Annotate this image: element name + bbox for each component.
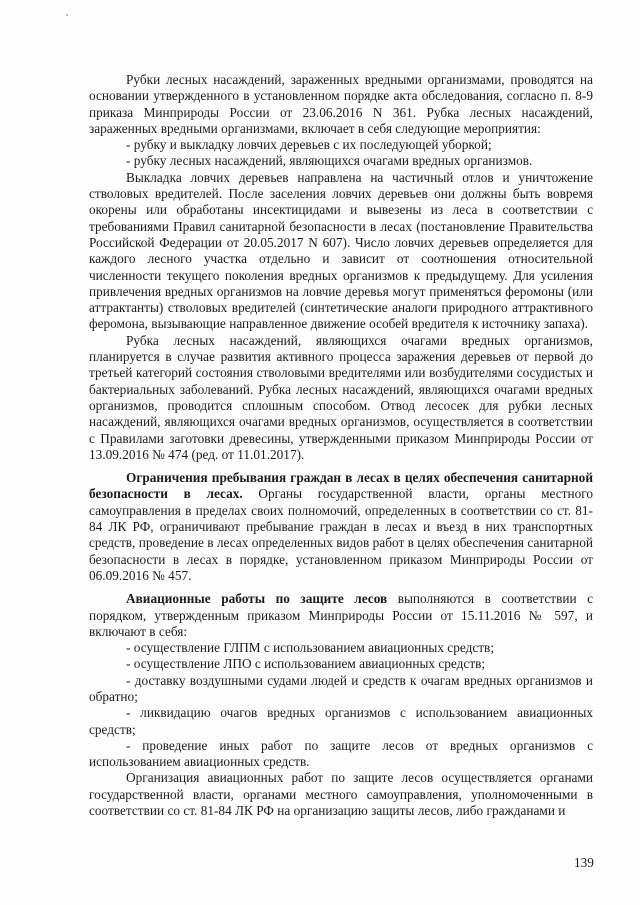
paragraph: Организация авиационных работ по защите лесов осуществляется органами государственной власти, органами местного самоуправления, уполномоченными в соответствии со ст. 81-84 ЛК РФ на организацию защиты лесов, либо гражданами и <box>89 770 593 819</box>
page-number: 139 <box>574 855 594 870</box>
list-item: - осуществление ГЛПМ с использованием авиационных средств; <box>126 640 495 656</box>
paragraph: Рубки лесных насаждений, зараженных вредными организмами, проводятся на основании утвержденного в установленном порядке акта обследования, согласно п. 8-9 приказа Минприроды России от 23.06.2016 N 361. Рубка лесных насаждений, зараженных вредными организмами, включает в себя следующие мероприятия: <box>89 72 593 136</box>
paragraph-restrictions <box>89 470 593 584</box>
paragraph-text: Органы государственной власти, органы местного самоуправления в пределах своих полномочий, определенных в соответствии со ст. 81-84 ЛК РФ, ограничивают пребывание граждан в лесах и въезд в них транспортных средств, проведение в лесах определенных видов работ в целях обеспечения санитарной безопасности в лесах в порядке, установленном приказом Минприроды России от 06.09.2016 № 457. <box>89 486 594 583</box>
section-heading: Авиационные работы по защите лесов <box>126 591 388 607</box>
list-item: - ликвидацию очагов вредных организмов с использованием авиационных средств; <box>89 705 593 737</box>
list-item: - рубку лесных насаждений, являющихся очагами вредных организмов. <box>126 153 533 169</box>
body-text <box>89 72 593 819</box>
list-item: - проведение иных работ по защите лесов от вредных организмов с использованием авиационных средств. <box>89 737 593 770</box>
paragraph-text: выполняются в соответствии с порядком, утвержденным приказом Минприроды России от 15.11.2016 № 597, и включают в себя: <box>89 591 594 639</box>
list-item: - рубку и выкладку ловчих деревьев с их последующей уборкой; <box>126 137 492 153</box>
list-item: - доставку воздушными судами людей и средств к очагам вредных организмов и обратно; <box>89 672 593 704</box>
paragraph: Выкладка ловчих деревьев направлена на частичный отлов и уничтожение стволовых вредителей. После заселения ловчих деревьев они должны быть вовремя окорены или обработаны инсектицидами и вывезены из леса в соответствии с требованиями Правил санитарной безопасности в лесах (постановление Правительства Российской Федерации от 20.05.2017 N 607). Число ловчих деревьев определяется для каждого лесного участка отдельно и зависит от соотношения относительной численности текущего поколения вредных организмов к предыдущему. Для усиления привлечения вредных организмов на ловчие деревья могут применяться феромоны (или аттрактанты) стволовых вредителей (синтетические аналоги природного аттрактивного феромона, вызывающие направленное движение особей вредителя к источнику запаха). <box>89 169 593 332</box>
section-heading: Ограничения пребывания граждан в лесах в целях обеспечения санитарной безопасности в лесах. <box>89 470 593 502</box>
list-item: - осуществление ЛПО с использованием авиационных средств; <box>126 656 486 672</box>
paragraph-aviation <box>89 591 593 640</box>
paragraph: Рубка лесных насаждений, являющихся очагами вредных организмов, планируется в случае развития активного процесса заражения деревьев от первой до третьей категорий состояния стволовыми вредителями или возбудителями сосудистых и бактериальных заболеваний. Рубка лесных насаждений, являющихся очагами вредных организмов, проводится сплошным способом. Отвод лесосек для рубки лесных насаждений, являющихся очагами вредных организмов, осуществляется в соответствии с Правилами заготовки древесины, утвержденными приказом Минприроды России от 13.09.2016 № 474 (ред. от 11.01.2017). <box>89 332 593 462</box>
scan-speck <box>66 14 68 16</box>
